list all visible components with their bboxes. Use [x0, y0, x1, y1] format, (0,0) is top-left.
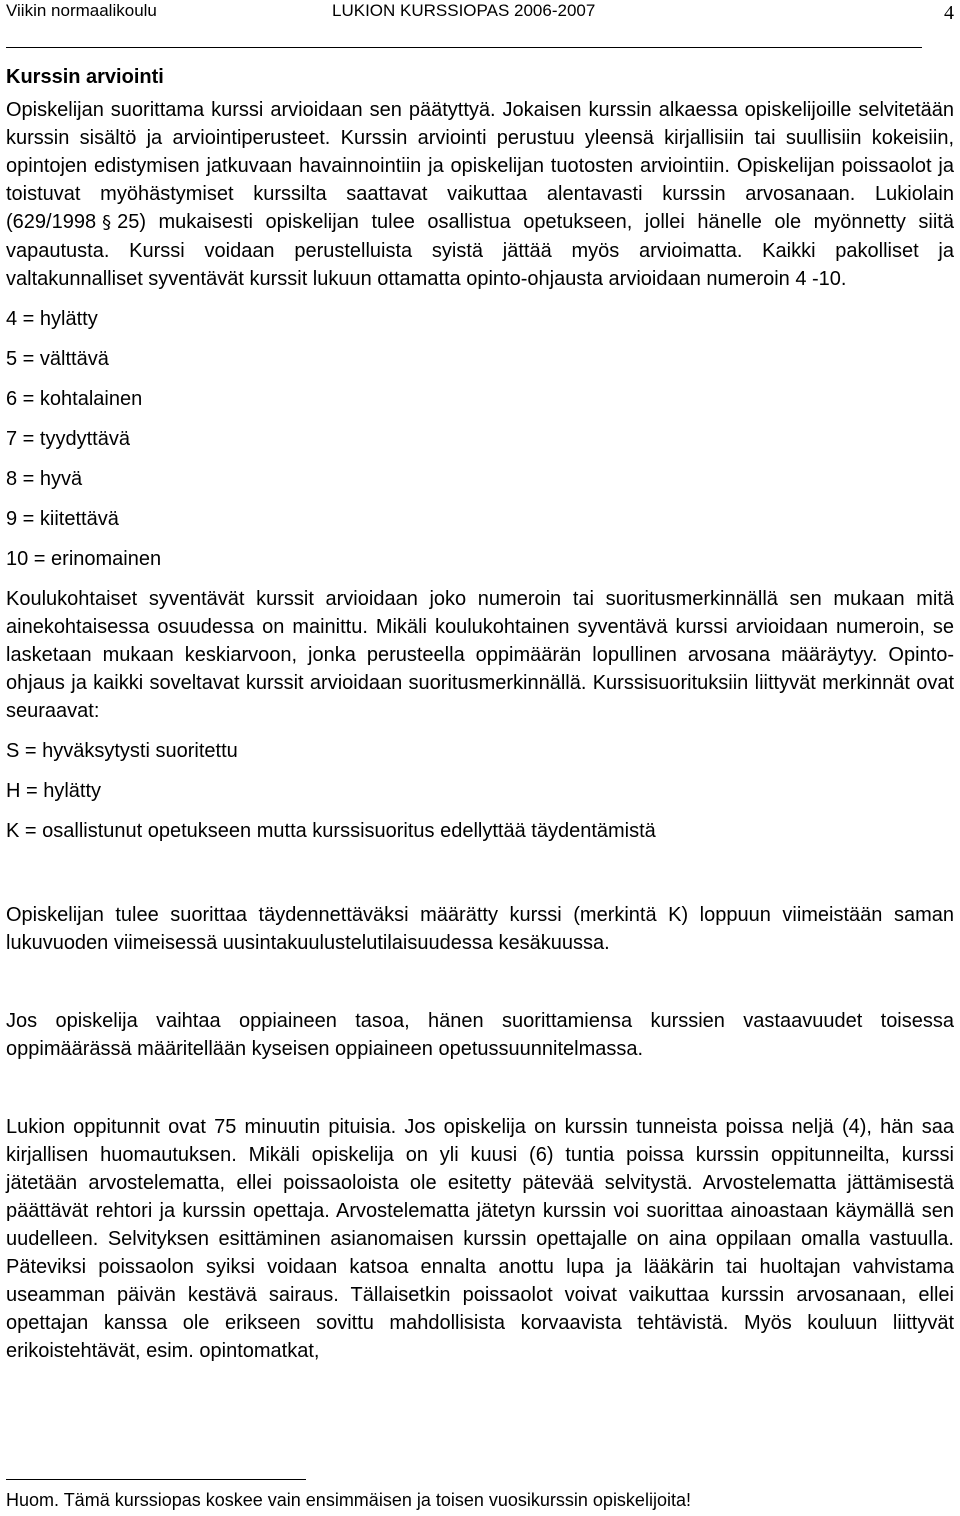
grade-item: 7 = tyydyttävä — [6, 428, 130, 450]
footer-note: Huom. Tämä kurssiopas koskee vain ensimmäisen ja toisen vuosikurssin opiskelijoita! — [6, 1490, 691, 1510]
page-number: 4 — [944, 2, 954, 24]
paragraph-level-change: Jos opiskelija vaihtaa oppiaineen tasoa, hänen suorittamiensa kurssien vastaavuudet toisessa oppimäärässä määritellään kyseisen oppiaineen opetussuunnitelmassa. — [6, 1010, 954, 1060]
mark-item: S = hyväksytysti suoritettu — [6, 740, 238, 762]
grade-item: 8 = hyvä — [6, 468, 83, 490]
grade-item: 10 = erinomainen — [6, 548, 162, 570]
document-title: LUKION KURSSIOPAS 2006-2007 — [332, 1, 596, 20]
header-divider — [6, 47, 922, 48]
paragraph-assessment-part2: 25) mukaisesti opiskelijan tulee osallistua opetukseen, jollei hänelle ole myönnetty siitä vapautusta. Kurssi voidaan perustelluista syistä jättää myös arvioimatta. Kaikki pakolliset ja valtakunnalliset syventävät kurssit lukuun ottamatta opinto-ohjausta arvioidaan numeroin 4 -10. — [6, 211, 954, 290]
grade-item: 5 = välttävä — [6, 348, 109, 370]
section-heading: Kurssin arviointi — [6, 66, 164, 88]
page-header — [6, 0, 960, 28]
page-content — [6, 64, 954, 1365]
mark-item: H = hylätty — [6, 780, 102, 802]
grade-scale-list — [6, 299, 954, 579]
paragraph-assessment — [6, 96, 954, 293]
grade-item: 4 = hylätty — [6, 308, 98, 330]
mark-item: K = osallistunut opetukseen mutta kurssisuoritus edellyttää täydentämistä — [6, 820, 656, 842]
footer-divider — [6, 1479, 306, 1480]
school-name: Viikin normaalikoulu — [6, 1, 157, 20]
paragraph-assessment-part1: Opiskelijan suorittama kurssi arvioidaan sen päätyttyä. Jokaisen kurssin alkaessa opiskelijoille selvitetään kurssin sisältö ja arviointiperusteet. Kurssin arviointi perustuu yleensä kirjallisiin tai suullisiin kokeisiin, opintojen edistymisen jatkuvaan havainnointiin ja opiskelijan tuotosten arviointiin. Opiskelijan poissaolot ja toistuvat myöhästymiset kurssilta saattavat vaikuttaa alentavasti kurssin arvosanaan. Lukiolain (629/1998 — [6, 99, 954, 233]
paragraph-absences: Lukion oppitunnit ovat 75 minuutin pituisia. Jos opiskelija on kurssin tunneista poissa neljä (4), hän saa kirjallisen huomautuksen. Mikäli opiskelija on yli kuusi (6) tuntia poissa kurssin oppitunneilta, kurssi jätetään arvostelematta, ellei poissaoloista ole esitetty pätevää selvitystä. Arvostelematta jättämisestä päättävät rehtori ja kurssin opettaja. Arvostelematta jätetyn kurssin voi suorittaa ainoastaan käymällä sen uudelleen. Selvityksen esittäminen asianomaisen kurssin opettajalle on aina oppilaan omalla vastuulla. Päteviksi poissaolon syiksi voidaan katsoa ennalta anottu lupa ja lääkärin tai huoltajan vahvistama useamman päivän kestävä sairaus. Tällaisetkin poissaolot voivat vaikuttaa kurssin arvosanaan, ellei opettajan kanssa ole erikseen sovittu mahdollisista korvaavista tehtävistä. Myös kouluun liittyvät erikoistehtävät, esim. opintomatkat, — [6, 1116, 954, 1362]
paragraph-supplement: Opiskelijan tulee suorittaa täydennettäväksi määrätty kurssi (merkintä K) loppuun viimeistään saman lukuvuoden viimeisessä uusintakuulustelutilaisuudessa kesäkuussa. — [6, 904, 954, 954]
paragraph-school-courses: Koulukohtaiset syventävät kurssit arvioidaan joko numeroin tai suoritusmerkinnällä sen mukaan mitä ainekohtaisessa osuudessa on mainittu. Mikäli koulukohtainen syventävä kurssi arvioidaan numeroin, se lasketaan mukaan keskiarvoon, jonka perusteella oppimäärän lopullinen arvosana määräytyy. Opinto-ohjaus ja kaikki soveltavat kurssit arvioidaan suoritusmerkinnällä. Kurssisuorituksiin liittyvät merkinnät ovat seuraavat: — [6, 588, 954, 722]
grade-item: 6 = kohtalainen — [6, 388, 143, 410]
section-sign: § — [102, 212, 112, 233]
grade-item: 9 = kiitettävä — [6, 508, 119, 530]
completion-marks-list — [6, 731, 954, 851]
